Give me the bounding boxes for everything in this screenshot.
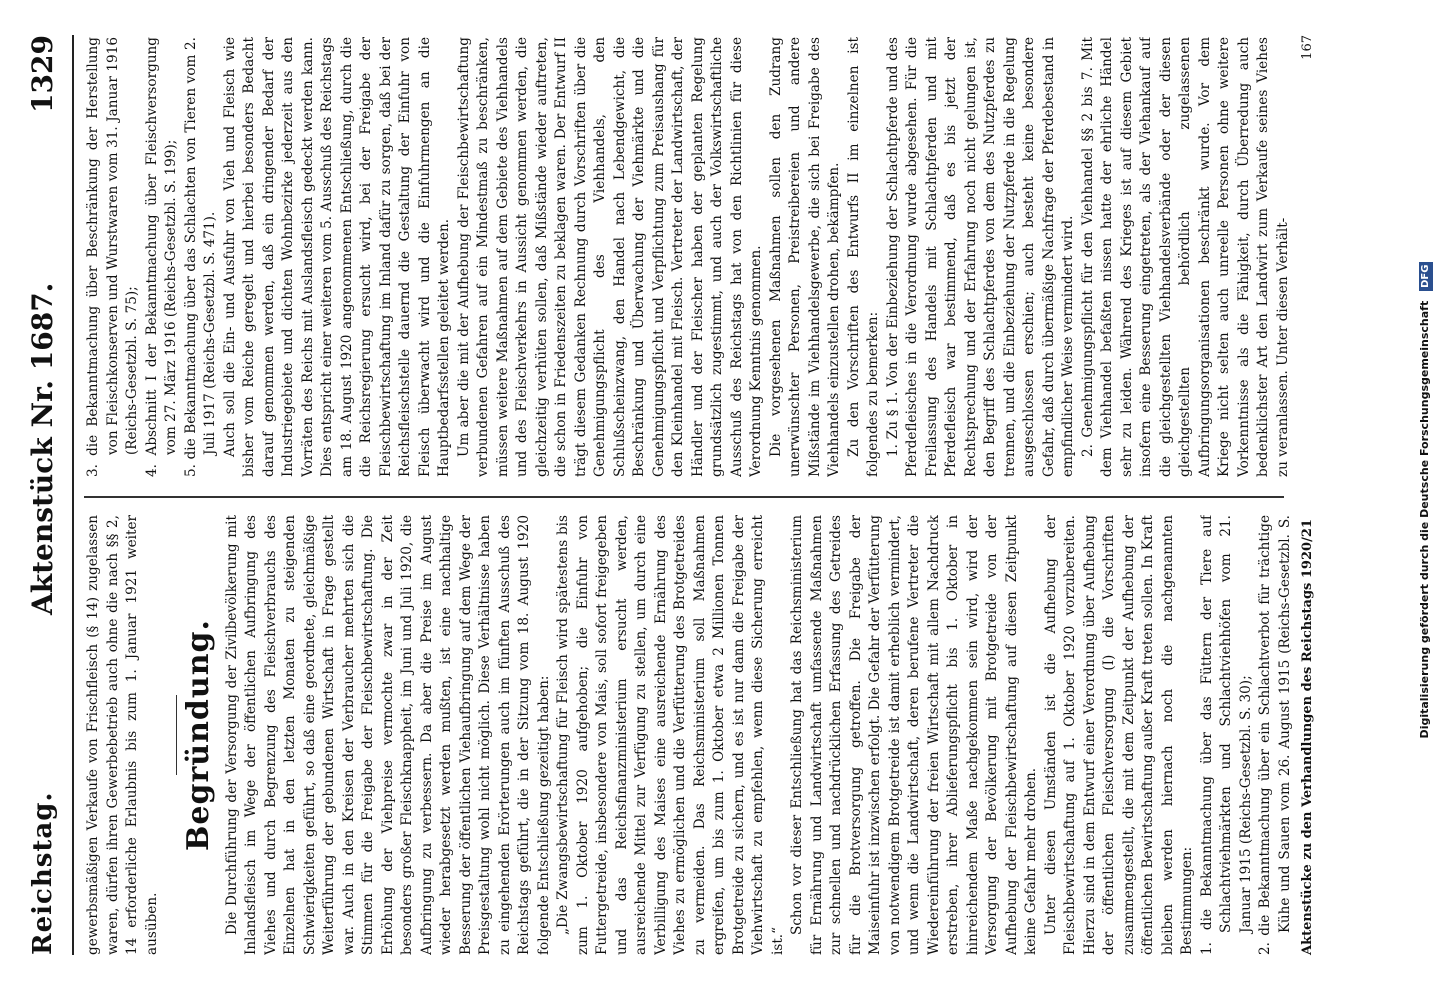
column-divider	[84, 497, 1284, 499]
header-left: Reichstag.	[28, 791, 58, 955]
list-item: 4. Abschnitt I der Bekanntmachung über Fleischversorgung vom 27. März 1916 (Reichs-Gesetzbl. S. 199);	[143, 37, 179, 477]
paragraph: 1. Zu § 1. Von der Einbeziehung der Schlachtpferde und des Pferdefleisches in die Verordnung wurde abgesehen. Für die Freilassung des Handels mit Schlachtpferden und mit Pferdefleisch war bestimmend, daß es bis jetzt der Rechtsprechung und der Erfahrung noch nicht gelungen ist, den Begriff des Schlachtpferdes von dem des Nutzpferdes zu trennen, und die Einbeziehung der Nutzpferde in die Regelung ausgeschlossen erschien; auch besteht keine besondere Gefahr, daß durch übermäßige Nachfrage der Pferdebestand in empfindlicher Weise vermindert wird.	[884, 37, 1076, 477]
section-title: Begründung.	[181, 619, 216, 851]
digitization-watermark	[1404, 0, 1434, 1000]
watermark-text-container	[1410, 0, 1434, 1000]
rotated-page	[0, 5, 1380, 985]
list-item: 2. die Bekanntmachung über ein Schlachtverbot für trächtige Kühe und Sauen vom 26. August 1915 (Reichs-Gesetzbl. S.	[1257, 515, 1293, 955]
left-column	[84, 515, 1294, 955]
paragraph: Auch soll die Ein- und Ausfuhr von Vieh und Fleisch wie bisher vom Reiche geregelt und hierbei besonders Bedacht darauf genommen werden, daß ein dringender Bedarf der Industriegebiete und dichten Wohnbezirke jederzeit aus den Vorräten des Reichs mit Auslandsfleisch gedeckt werden kann. Dies entspricht einer weiteren vom 5. Ausschuß des Reichstags am 18. August 1920 angenommenen Entschließung, durch die die Reichsregierung ersucht wird, bei der Freigabe der Fleischbewirtschaftung im Inland dafür zu sorgen, daß bei der Reichsfleischstelle dauernd die Gestaltung der Einfuhr von Fleisch überwacht wird und die Einfuhrmengen an die Hauptbedarfsstellen geleitet werden.	[221, 37, 452, 477]
paragraph: 2. Genehmigungspflicht für den Viehhandel §§ 2 bis 7. Mit dem Viehhandel befaßten nissen hatte der ehrliche Händel sehr zu leiden. Während des Krieges ist auf diesem Gebiet insofern eine Besserung eingetreten, als der Viehankauf auf die gleichgestellten Viehhandelsverbände oder der diesen gleichgestellten behördlich zugelassenen Aufbringungsorganisationen beschränkt wurde. Vor dem Kriege nicht selten auch unreelle Personen ohne weitere Vorkenntnisse als die Fähigkeit, durch Überredung auch bedenklichster Art den Landwirt zum Verkaufe seines Viehes zu veranlassen. Unter diesen Verhält-	[1079, 37, 1291, 477]
paragraph: Die vorgesehenen Maßnahmen sollen den Zudrang unerwünschter Personen, Preistreibereien und andere Mißstände im Viehhandelsgewerbe, die sich bei Freigabe des Viehhandels einzustellen drohen, bekämpfen.	[767, 37, 842, 477]
separator	[176, 695, 177, 775]
dfg-logo: DFG	[1419, 262, 1433, 291]
paragraph: Zu den Vorschriften des Entwurfs II im einzelnen ist folgendes zu bemerken:	[845, 37, 881, 477]
footer-sheet-number: 167	[1300, 35, 1315, 60]
paragraph: Schon vor dieser Entschließung hat das Reichsministerium für Ernährung und Landwirtschaft umfassende Maßnahmen zur schnellen und nachdrücklichen Erfassung des Getreides für die Brotversorgung getroffen. Die Freigabe der Maiseinfuhr ist inzwischen erfolgt. Die Gefahr der Verfütterung von notwendigem Brotgetreide ist damit erheblich vermindert, und wenn die Landwirtschaft, deren berufene Vertreter die Wiedereinführung der freien Wirtschaft mit allem Nachdruck erstreben, ihrer Ablieferungspflicht bis 1. Oktober in hinreichendem Maße nachgekommen sein wird, wird der Versorgung der Bevölkerung mit Brotgetreide von der Aufhebung der Fleischbewirtschaftung auf diesen Zeitpunkt keine Gefahr mehr drohen.	[789, 515, 1039, 955]
paragraph: Unter diesen Umständen ist die Aufhebung der Fleischbewirtschaftung auf 1. Oktober 1920 vorzubereiten. Hierzu sind in dem Entwurf einer Verordnung über Aufhebung der öffentlichen Fleischversorgung (I) die Vorschriften zusammengestellt, die mit dem Zeitpunkt der Aufhebung der öffentlichen Bewirtschaftung außer Kraft treten sollen. In Kraft bleiben werden hiernach noch die nachgenannten Bestimmungen:	[1042, 515, 1195, 955]
right-column	[84, 37, 1294, 477]
list-item: 1. die Bekanntmachung über das Füttern der Tiere auf Schlachtviehmärkten und Schlachtviehhöfen vom 21. Januar 1915 (Reichs-Gesetzbl. S. 30);	[1198, 515, 1254, 955]
paragraph: „Die Zwangsbewirtschaftung für Fleisch wird spätestens bis zum 1. Oktober 1920 aufgehoben; die Einfuhr von Futtergetreide, insbesondere von Mais, soll sofort freigegeben und das Reichsfinanzministerium ersucht werden, ausreichende Mittel zur Verfügung zu stellen, um durch eine Verbilligung des Maises eine ausreichende Ernährung des Viehes zu ermöglichen und die Verfütterung des Brotgetreides zu vermeiden. Das Reichsministerium soll Maßnahmen ergreifen, um bis zum 1. Oktober etwa 2 Millionen Tonnen Brotgetreide zu sichern, und es ist nur dann die Freigabe der Viehwirtschaft zu empfehlen, wenn diese Sicherung erreicht ist.“	[555, 515, 786, 955]
header-title: Aktenstück Nr. 1687.	[26, 282, 59, 615]
page-footer	[1300, 35, 1340, 955]
page-number: 1329	[26, 35, 59, 113]
watermark-text: Digitalisierung gefördert durch die Deutsche Forschungsgemeinschaft	[1418, 300, 1431, 739]
page-header	[20, 35, 70, 955]
header-rule	[72, 35, 74, 955]
intro-paragraph: gewerbsmäßigen Verkaufe von Frischfleisch (§ 14) zugelassen waren, dürfen ihren Gewerbebetrieb auch ohne die nach §§ 2, 14 erforderliche Erlaubnis bis zum 1. Januar 1921 weiter ausüben.	[85, 515, 160, 955]
list-item: 5. die Bekanntmachung über das Schlachten von Tieren vom 2. Juli 1917 (Reichs-Gesetzbl. S. 471).	[182, 37, 218, 477]
paragraph: Um aber die mit der Aufhebung der Fleischbewirtschaftung verbundenen Gefahren auf ein Mindestmaß zu beschränken, müssen weitere Maßnahmen auf dem Gebiete des Viehhandels und des Fleischverkehrs in Aussicht genommen werden, die gleichzeitig verhüten sollen, daß Mißstände wieder auftreten, die schon in Friedenszeiten zu beklagen waren. Der Entwurf II trägt diesem Gedanken Rechnung durch Vorschriften über die Genehmigungspflicht des Viehhandels, den Schlußscheinzwang, den Handel nach Lebendgewicht, die Beschränkung und Überwachung der Viehmärkte und die Genehmigungspflicht und Verpflichtung zum Preisaushang für den Kleinhandel mit Fleisch. Vertreter der Landwirtschaft, der Händler und der Fleischer haben der geplanten Regelung grundsätzlich zugestimmt, und auch der Volkswirtschaftliche Ausschuß des Reichstags hat von den Richtlinien für diese Verordnung Kenntnis genommen.	[455, 37, 764, 477]
footer-source: Aktenstücke zu den Verhandlungen des Reichstags 1920/21	[1300, 519, 1315, 955]
list-item: 3. die Bekanntmachung über Beschränkung der Herstellung von Fleischkonserven und Wurstwaren vom 31. Januar 1916 (Reichs-Gesetzbl. S. 75);	[85, 37, 140, 477]
paragraph: Die Durchführung der Versorgung der Zivilbevölkerung mit Inlandsfleisch im Wege der öffentlichen Aufbringung des Viehes und durch Begrenzung des Fleischverbrauchs des Einzelnen hat in den letzten Monaten zu steigenden Schwierigkeiten geführt, so daß eine geordnete, gleichmäßige Weiterführung der gebundenen Wirtschaft in Frage gestellt war. Auch in den Kreisen der Verbraucher mehrten sich die Stimmen für die Freigabe der Fleischbewirtschaftung. Die Erhöhung der Viehpreise vermochte zwar in der Zeit besonders großer Fleischknappheit, im Juni und Juli 1920, die Aufbringung zu verbessern. Da aber die Preise im August wieder herabgesetzt werden mußten, ist eine nachhaltige Besserung der öffentlichen Viehaufbringung auf dem Wege der Preisgestaltung wohl nicht möglich. Diese Verhältnisse haben zu eingehenden Erörterungen auch im fünften Ausschuß des Reichstags geführt, die in der Sitzung vom 18. August 1920 folgende Entschließung gezeitigt haben:	[223, 515, 552, 955]
